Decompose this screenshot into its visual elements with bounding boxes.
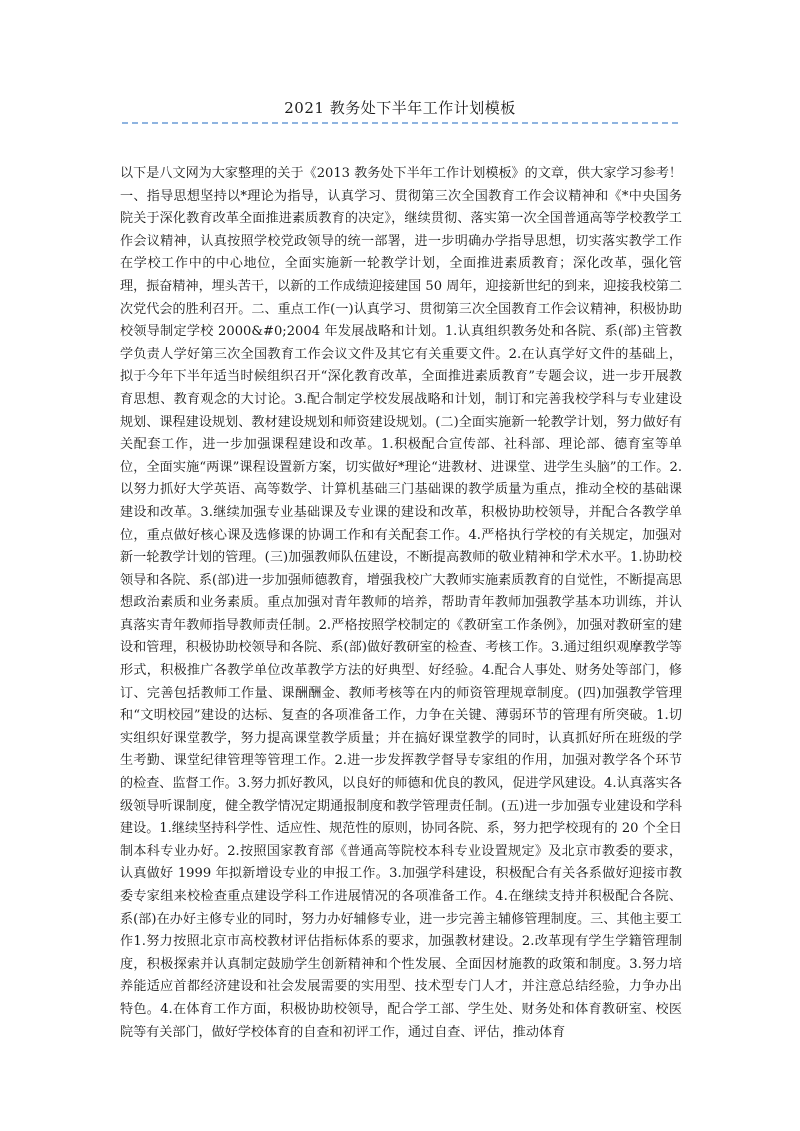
document-title: 2021 教务处下半年工作计划模板 [284, 99, 516, 117]
document-body: 以下是八文网为大家整理的关于《2013 教务处下半年工作计划模板》的文章，供大家学习参考！ 一、指导思想坚持以*理论为指导，认真学习、贯彻第三次全国教育工作会议精神和《*中央国务院关于深化教育改革全面推进素质教育的决定》，继续贯彻、落实第一次全国普通高等学校教学工作会议精神，认真按照学校党政领导的统一部署，进一步明确办学指导思想，切实落实教学工作在学校工作中的中心地位，全面实施新一轮教学计划，全面推进素质教育；深化改革，强化管理，振奋精神，埋头苦干，以新的工作成绩迎接建国 50 周年，迎接新世纪的到来，迎接我校第二次党代会的胜利召开。二、重点工作(一)认真学习、贯彻第三次全国教育工作会议精神，积极协助校领导制定学校 2000&#0;2004 年发展战略和计划。1.认真组织教务处和各院、系(部)主管教学负责人学好第三次全国教育工作会议文件及其它有关重要文件。2.在认真学好文件的基础上，拟于今年下半年适当时候组织召开“深化教育改革，全面推进素质教育”专题会议，进一步开展教育思想、教育观念的大讨论。3.配合制定学校发展战略和计划，制订和完善我校学科与专业建设规划、课程建设规划、教材建设规划和师资建设规划。(二)全面实施新一轮教学计划，努力做好有关配套工作，进一步加强课程建设和改革。1.积极配合宣传部、社科部、理论部、德育室等单位，全面实施“两课”课程设置新方案，切实做好*理论“进教材、进课堂、进学生头脑”的工作。2.以努力抓好大学英语、高等数学、计算机基础三门基础课的教学质量为重点，推动全校的基础课建设和改革。3.继续加强专业基础课及专业课的建设和改革，积极协助校领导，并配合各教学单位，重点做好核心课及选修课的协调工作和有关配套工作。4.严格执行学校的有关规定，加强对新一轮教学计划的管理。(三)加强教师队伍建设，不断提高教师的敬业精神和学术水平。1.协助校领导和各院、系(部)进一步加强师德教育，增强我校广大教师实施素质教育的自觉性，不断提高思想政治素质和业务素质。重点加强对青年教师的培养，帮助青年教师加强教学基本功训练，并认真落实青年教师指导教师责任制。2.严格按照学校制定的《教研室工作条例》，加强对教研室的建设和管理，积极协助校领导和各院、系(部)做好教研室的检查、考核工作。3.通过组织观摩教学等形式，积极推广各教学单位改革教学方法的好典型、好经验。4.配合人事处、财务处等部门，修订、完善包括教师工作量、课酬酬金、教师考核等在内的师资管理规章制度。(四)加强教学管理和“文明校园”建设的达标、复查的各项准备工作，力争在关键、薄弱环节的管理有所突破。1.切实组织好课堂教学，努力提高课堂教学质量；并在搞好课堂教学的同时，认真抓好所在班级的学生考勤、课堂纪律管理等管理工作。2.进一步发挥教学督导专家组的作用，加强对教学各个环节的检查、监督工作。3.努力抓好教风，以良好的师德和优良的教风，促进学风建设。4.认真落实各级领导听课制度，健全教学情况定期通报制度和教学管理责任制。(五)进一步加强专业建设和学科建设。1.继续坚持科学性、适应性、规范性的原则，协同各院、系，努力把学校现有的 20 个全日制本科专业办好。2.按照国家教育部《普通高等院校本科专业设置规定》及北京市教委的要求，认真做好 1999 年拟新增设专业的申报工作。3.加强学科建设，积极配合有关各系做好迎接市教委专家组来校检查重点建设学科工作进展情况的各项准备工作。4.在继续支持并积极配合各院、系(部)在办好主修专业的同时，努力办好辅修专业，进一步完善主辅修管理制度。三、其他主要工作1.努力按照北京市高校教材评估指标体系的要求，加强教材建设。2.改革现有学生学籍管理制度，积极探索并认真制定鼓励学生创新精神和个性发展、全面因材施教的政策和制度。3.努力培养能适应首都经济建设和社会发展需要的实用型、技术型专门人才，并注意总结经验，力争办出特色。4.在体育工作方面，积极协助校领导，配合学工部、学生处、财务处和体育教研室、校医院等有关部门，做好学校体育的自查和初评工作，通过自查、评估，推动体育 [120, 166, 696, 1040]
title-divider [122, 122, 678, 124]
